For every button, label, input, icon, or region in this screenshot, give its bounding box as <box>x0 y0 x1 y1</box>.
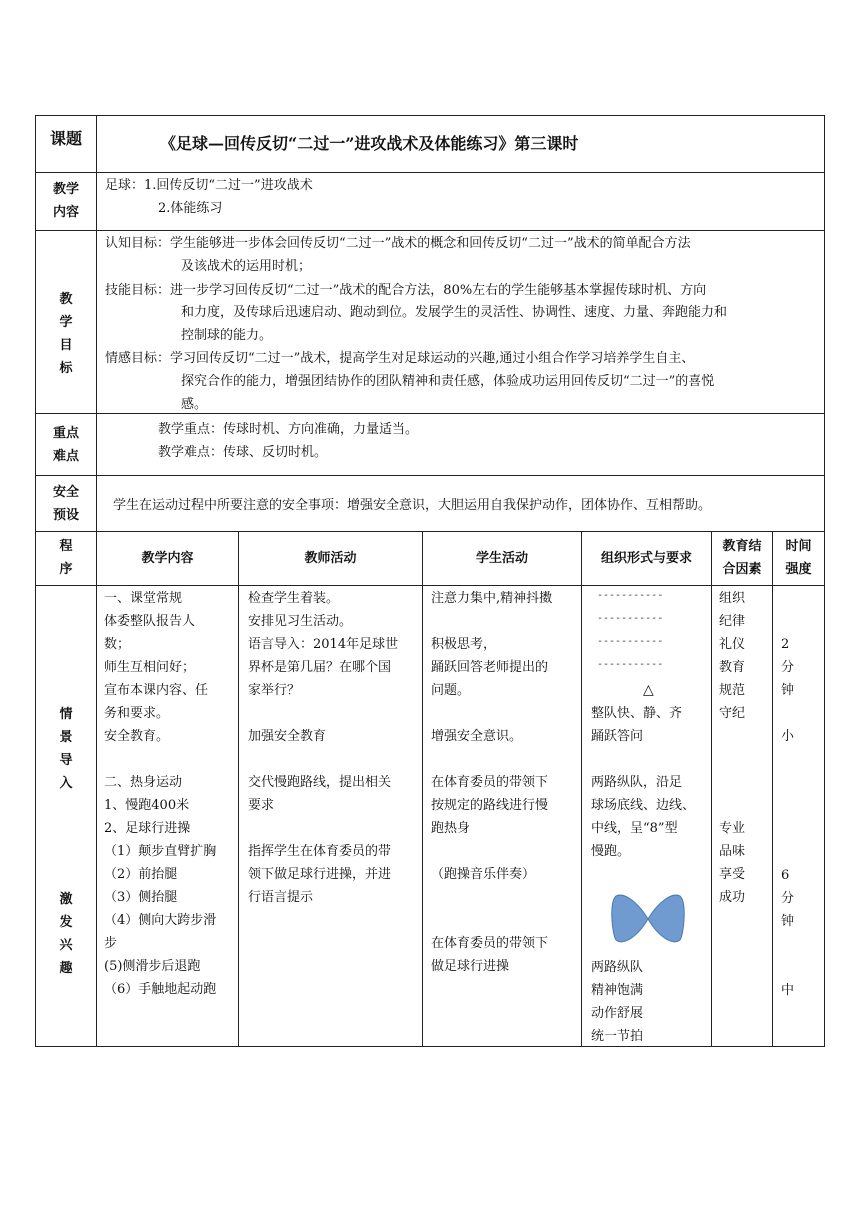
formation-line: ----------- <box>597 613 664 624</box>
goal-cognitive-cont: 及该战术的运用时机； <box>181 259 312 274</box>
list-item: 安排见习生活动。 <box>248 614 353 629</box>
list-item: 加强安全教育 <box>248 729 327 744</box>
list-item: (5)侧滑步后退跑 <box>104 959 201 974</box>
list-item: 行语言提示 <box>248 890 314 905</box>
list-item: （4）侧向大跨步滑 <box>104 913 217 928</box>
list-item: 领下做足球行进操，并进 <box>248 867 392 882</box>
list-item: （跑操音乐伴奏） <box>431 867 536 882</box>
col-divider <box>711 531 712 1047</box>
education-factors: 组织 纪律 礼仪 教育 规范 守纪 专业 品味 享受 成功 <box>719 591 746 905</box>
list-item <box>104 748 216 771</box>
list-item <box>431 610 552 633</box>
row-divider <box>35 413 825 414</box>
row-divider <box>35 230 825 231</box>
list-item <box>248 748 398 771</box>
intensity-interest: 中 <box>781 983 795 998</box>
org-run-route: 两路纵队，沿足 球场底线、边线、 中线，呈“8”型 慢跑。 <box>591 775 696 859</box>
list-item <box>431 909 552 932</box>
list-item <box>431 840 552 863</box>
col-divider <box>96 115 97 1047</box>
header-sequence: 程 序 <box>59 539 73 577</box>
list-item: （2）前抬腿 <box>104 867 178 882</box>
list-item: （6）手触地起动跑 <box>104 982 217 997</box>
safety-text: 学生在运动过程中所要注意的安全事项：增强安全意识，大胆运用自我保护动作，团体协作、互相帮助。 <box>113 498 712 513</box>
org-requirements: 整队快、静、齐 踊跃答问 <box>591 706 683 744</box>
list-item: （3）侧抬腿 <box>104 890 178 905</box>
list-item: 注意力集中,精神抖擞 <box>431 591 553 606</box>
col-divider <box>581 531 582 1047</box>
header-student: 学生活动 <box>475 551 528 566</box>
list-item: 师生互相问好； <box>104 660 196 675</box>
list-item: 检查学生着装。 <box>248 591 340 606</box>
list-item: 家举行？ <box>248 683 301 698</box>
list-item: 积极思考， <box>431 637 497 652</box>
row-divider <box>35 585 825 586</box>
formation-line: ----------- <box>597 636 664 647</box>
time-interest: 6 分 钟 <box>781 868 795 929</box>
list-item: 安全教育。 <box>104 729 170 744</box>
header-teacher: 教师活动 <box>304 551 357 566</box>
list-item: 交代慢跑路线，提出相关 <box>248 775 392 790</box>
list-item: 按规定的路线进行慢 <box>431 798 549 813</box>
list-item: 在体育委员的带领下 <box>431 936 549 951</box>
teacher-triangle-icon: △ <box>643 682 654 698</box>
goal-skill: 技能目标：进一步学习回传反切“二过一”战术的配合方法，80%左右的学生能够基本掌握传球时机、方向 <box>105 283 707 298</box>
list-item: 界杯是第几届？在哪个国 <box>248 660 392 675</box>
intensity-intro: 小 <box>781 729 795 744</box>
list-item: 1、慢跑400米 <box>104 798 190 813</box>
list-item: 语言导入：2014年足球世 <box>248 637 399 652</box>
list-item: 要求 <box>248 798 275 813</box>
goal-emotion-cont: 探究合作的能力，增强团结协作的团队精神和责任感，体验成功运用回传反切“二过一”的喜悦 <box>181 374 715 389</box>
lesson-title: 《足球—回传反切“二过一”进攻战术及体能练习》第三课时 <box>160 134 579 153</box>
list-item: 2、足球行进操 <box>104 821 191 836</box>
goal-skill-cont: 控制球的能力。 <box>181 328 273 343</box>
table-border-bottom <box>35 1046 825 1047</box>
list-item: （1）颠步直臂扩胸 <box>104 844 217 859</box>
label-goals: 教 学 目 标 <box>59 292 73 376</box>
header-content: 教学内容 <box>141 551 194 566</box>
formation-line: ----------- <box>597 590 664 601</box>
content-line-1: 足球：1.回传反切“二过一”进攻战术 <box>105 178 313 193</box>
lesson-content-list <box>104 587 216 1001</box>
list-item: 二、热身运动 <box>104 775 183 790</box>
header-time: 时间 强度 <box>785 539 812 577</box>
list-item: 增强安全意识。 <box>431 729 523 744</box>
list-item: 一、课堂常规 <box>104 591 183 606</box>
list-item: 务和要求。 <box>104 706 170 721</box>
time-intro: 2 分 钟 <box>781 637 795 698</box>
formation-line: ----------- <box>597 659 664 670</box>
table-border-right <box>824 115 825 1047</box>
key-focus: 教学重点：传球时机、方向准确，力量适当。 <box>158 422 419 437</box>
list-item <box>431 702 552 725</box>
row-divider <box>35 172 825 173</box>
list-item: 指挥学生在体育委员的带 <box>248 844 392 859</box>
phase-intro: 情 景 导 入 <box>59 707 73 791</box>
list-item <box>248 817 398 840</box>
header-education: 教育结 合因素 <box>722 539 762 577</box>
list-item: 体委整队报告人 <box>104 614 196 629</box>
content-line-2: 2.体能练习 <box>158 201 223 216</box>
list-item <box>431 886 552 909</box>
goal-emotion-cont: 感。 <box>181 397 208 412</box>
goal-emotion: 情感目标：学习回传反切“二过一”战术，提高学生对足球运动的兴趣,通过小组合作学习培养学生自主、 <box>105 351 695 366</box>
key-difficulty: 教学难点：传球、反切时机。 <box>158 445 328 460</box>
figure-eight-route-icon <box>610 890 686 948</box>
org-exercise: 两路纵队 精神饱满 动作舒展 统一节拍 <box>591 960 644 1044</box>
list-item <box>248 702 398 725</box>
col-divider <box>422 531 423 1047</box>
teacher-activity-list <box>248 587 398 909</box>
phase-interest: 激 发 兴 趣 <box>59 892 73 976</box>
list-item: 宣布本课内容、任 <box>104 683 209 698</box>
list-item: 做足球行进操 <box>431 959 510 974</box>
list-item: 踊跃回答老师提出的 <box>431 660 549 675</box>
list-item: 步 <box>104 936 118 951</box>
col-divider <box>772 531 773 1047</box>
row-divider <box>35 475 825 476</box>
list-item: 数； <box>104 637 131 652</box>
list-item: 在体育委员的带领下 <box>431 775 549 790</box>
label-safety: 安全 预设 <box>52 485 79 523</box>
student-activity-list <box>431 587 552 978</box>
goal-skill-cont: 和力度，及传球后迅速启动、跑动到位。发展学生的灵活性、协调性、速度、力量、奔跑能力和 <box>181 305 728 320</box>
list-item: 跑热身 <box>431 821 471 836</box>
list-item: 问题。 <box>431 683 471 698</box>
label-content: 教学 内容 <box>52 182 79 220</box>
table-border-top <box>35 115 825 116</box>
goal-cognitive: 认知目标：学生能够进一步体会回传反切“二过一”战术的概念和回传反切“二过一”战术的简单配合方法 <box>105 236 691 251</box>
label-title: 课题 <box>49 129 82 148</box>
list-item <box>431 748 552 771</box>
label-key-points: 重点 难点 <box>52 426 79 464</box>
header-organization: 组织形式与要求 <box>600 551 692 566</box>
row-divider <box>35 531 825 532</box>
col-divider <box>238 531 239 1047</box>
